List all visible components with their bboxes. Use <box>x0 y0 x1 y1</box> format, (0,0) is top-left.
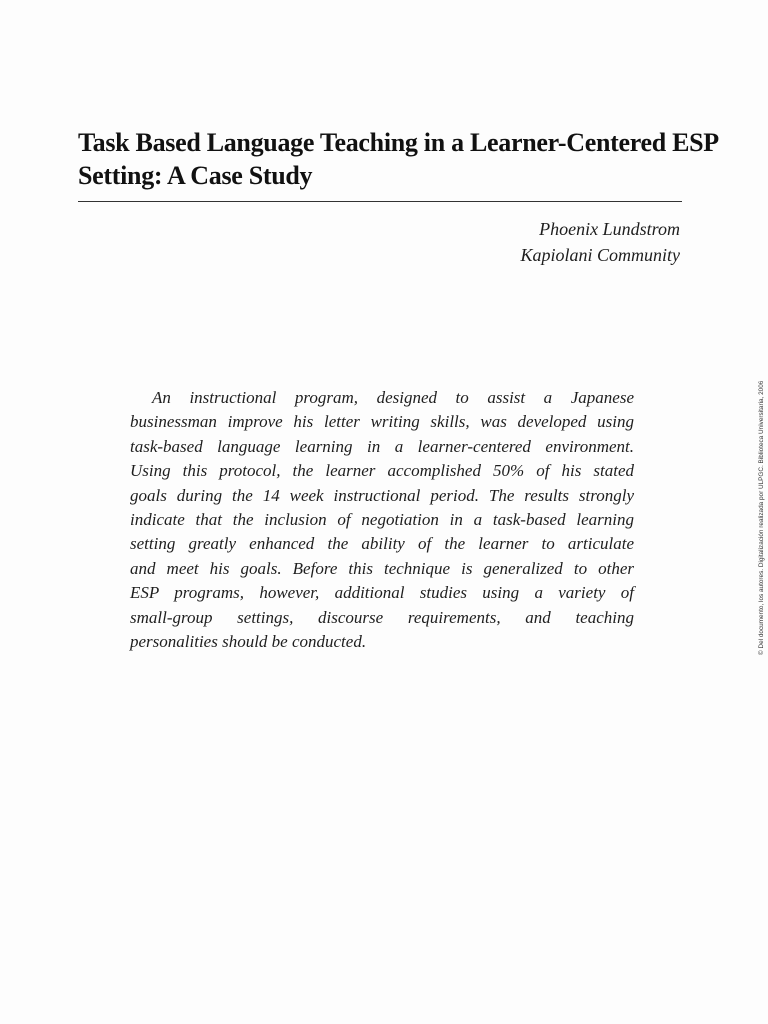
author-name: Phoenix Lundstrom <box>539 219 680 239</box>
abstract-line: and meet his goals. Before this technique is generalized to other <box>130 558 634 578</box>
digitization-notice-text: © Del documento, los autores. Digitalización realizada por ULPGC. Biblioteca Universitaria, 2006 <box>758 380 765 655</box>
author-block <box>520 216 680 268</box>
author-affiliation: Kapiolani Community <box>520 245 680 265</box>
abstract-line: small-group settings, discourse requirements, and teaching <box>130 607 634 627</box>
paper-title <box>78 126 718 192</box>
abstract-line: ESP programs, however, additional studies using a variety of <box>130 583 634 603</box>
title-line-1: Task Based Language Teaching in a Learner-Centered ESP <box>78 128 719 157</box>
title-divider <box>78 201 682 202</box>
abstract-line: indicate that the inclusion of negotiation in a task-based learning <box>130 510 634 530</box>
abstract-line: businessman improve his letter writing skills, was developed using <box>130 412 634 432</box>
abstract <box>130 386 634 654</box>
abstract-line: personalities should be conducted. <box>130 632 367 652</box>
title-line-2: Setting: A Case Study <box>78 161 313 190</box>
abstract-line: An instructional program, designed to assist a Japanese <box>152 388 634 407</box>
abstract-line: goals during the 14 week instructional period. The results strongly <box>130 485 634 505</box>
abstract-line: task-based language learning in a learner-centered environment. <box>130 436 634 456</box>
abstract-line: Using this protocol, the learner accomplished 50% of his stated <box>130 461 634 481</box>
abstract-line: setting greatly enhanced the ability of the learner to articulate <box>130 534 634 554</box>
digitization-notice <box>755 355 767 655</box>
